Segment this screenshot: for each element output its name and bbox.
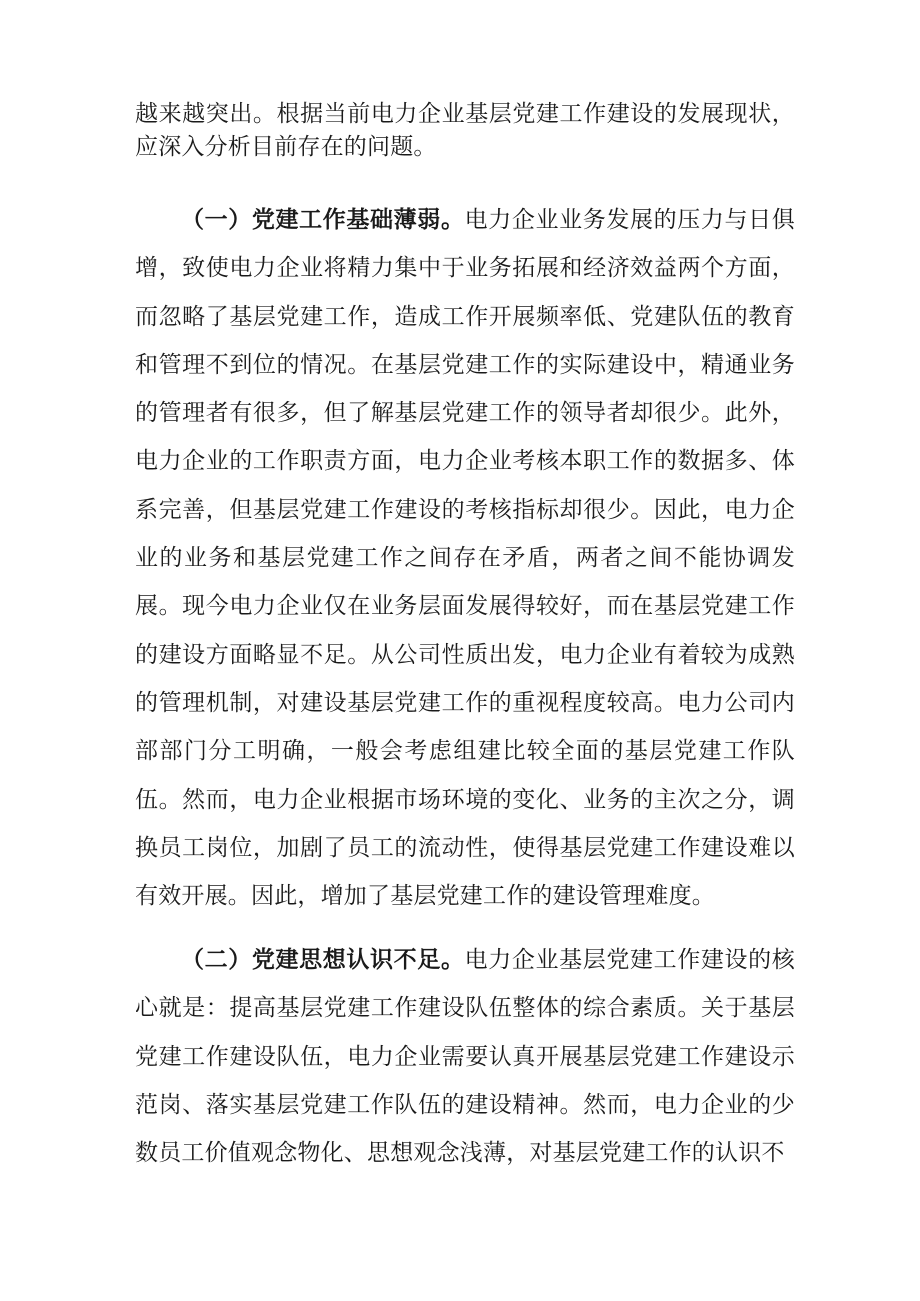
paragraph-body: 越来越突出。根据当前电力企业基层党建工作建设的发展现状，应深入分析目前存在的问题。	[135, 101, 795, 160]
paragraph-intro-continuation	[135, 98, 795, 164]
paragraph-body: 电力企业基层党建工作建设的核心就是：提高基层党建工作建设队伍整体的综合素质。关于基层党建工作建设队伍，电力企业需要认真开展基层党建工作建设示范岗、落实基层党建工作队伍的建设精神。然而，电力企业的少数员工价值观念物化、思想观念浅薄，对基层党建工作的认识不	[135, 947, 795, 1167]
section-heading-1: （一）党建工作基础薄弱。	[181, 207, 465, 233]
paragraph-section-2	[135, 936, 795, 1177]
paragraph-section-1	[135, 196, 795, 920]
section-heading-2: （二）党建思想认识不足。	[181, 947, 465, 973]
paragraph-body: 电力企业业务发展的压力与日俱增，致使电力企业将精力集中于业务拓展和经济效益两个方面，而忽略了基层党建工作，造成工作开展频率低、党建队伍的教育和管理不到位的情况。在基层党建工作的实际建设中，精通业务的管理者有很多，但了解基层党建工作的领导者却很少。此外，电力企业的工作职责方面，电力企业考核本职工作的数据多、体系完善，但基层党建工作建设的考核指标却很少。因此，电力企业的业务和基层党建工作之间存在矛盾，两者之间不能协调发展。现今电力企业仅在业务层面发展得较好，而在基层党建工作的建设方面略显不足。从公司性质出发，电力企业有着较为成熟的管理机制，对建设基层党建工作的重视程度较高。电力公司内部部门分工明确，一般会考虑组建比较全面的基层党建工作队伍。然而，电力企业根据市场环境的变化、业务的主次之分，调换员工岗位，加剧了员工的流动性，使得基层党建工作建设难以有效开展。因此，增加了基层党建工作的建设管理难度。	[135, 207, 795, 910]
